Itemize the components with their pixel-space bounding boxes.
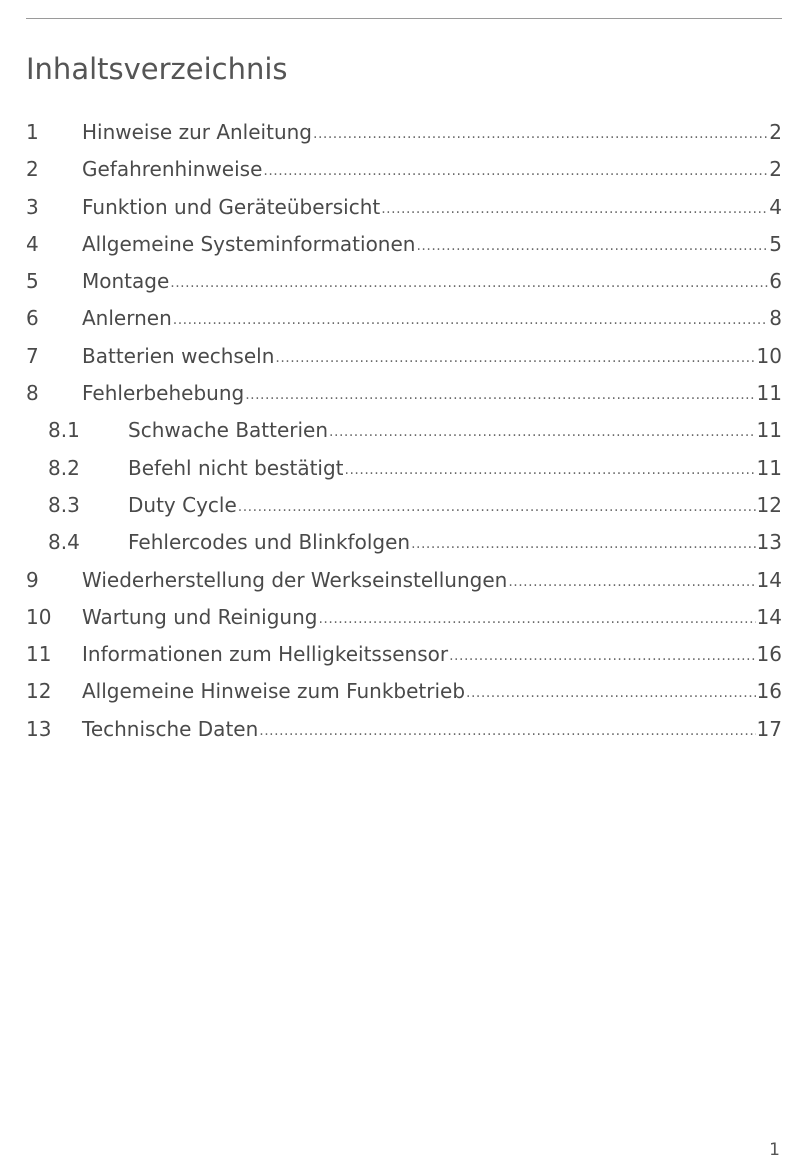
toc-dot-leader [508, 575, 755, 589]
toc-entry[interactable] [26, 338, 782, 375]
toc-entry-title: Schwache Batterien [128, 418, 329, 443]
toc-dot-leader [313, 127, 768, 141]
toc-entry[interactable] [26, 226, 782, 263]
toc-entry-number: 10 [26, 604, 52, 629]
toc-entry-page: 6 [769, 269, 782, 294]
toc-entry[interactable] [26, 673, 782, 710]
toc-entry-title: Montage [82, 269, 170, 294]
toc-entry-number: 5 [26, 269, 39, 294]
toc-entry-title: Funktion und Geräteübersicht [82, 194, 381, 219]
toc-entry-page: 16 [756, 679, 782, 704]
toc-entry-page: 11 [756, 381, 782, 406]
toc-entry-number: 2 [26, 157, 39, 182]
toc-entry-title: Informationen zum Helligkeitssensor [82, 642, 449, 667]
toc-entry-page: 8 [769, 306, 782, 331]
toc-entry-page: 14 [756, 567, 782, 592]
toc-entry-page: 17 [756, 716, 782, 741]
toc-entry-title: Anlernen [82, 306, 172, 331]
toc-dot-leader [263, 164, 768, 178]
toc-subentry[interactable] [26, 412, 782, 449]
toc-entry-page: 2 [769, 157, 782, 182]
toc-entry-title: Wartung und Reinigung [82, 604, 318, 629]
toc-dot-leader [345, 463, 756, 477]
toc-entry-number: 13 [26, 716, 52, 741]
toc-entry[interactable] [26, 300, 782, 337]
toc-entry-number: 4 [26, 231, 39, 256]
toc-entry[interactable] [26, 599, 782, 636]
toc-entry-title: Allgemeine Hinweise zum Funkbetrieb [82, 679, 466, 704]
toc-dot-leader [238, 500, 756, 514]
toc-entry[interactable] [26, 711, 782, 748]
toc-entry-title: Allgemeine Systeminformationen [82, 231, 416, 256]
toc-entry[interactable] [26, 263, 782, 300]
toc-entry-page: 16 [756, 642, 782, 667]
header-rule [26, 18, 782, 19]
toc-dot-leader [259, 724, 755, 738]
toc-dot-leader [329, 425, 756, 439]
page-title: Inhaltsverzeichnis [26, 52, 288, 86]
toc-entry[interactable] [26, 636, 782, 673]
toc-entry[interactable] [26, 375, 782, 412]
toc-entry-title: Hinweise zur Anleitung [82, 120, 312, 144]
toc-dot-leader [173, 313, 769, 327]
toc-entry-title: Technische Daten [82, 716, 259, 741]
toc-entry[interactable] [26, 189, 782, 226]
toc-entry[interactable] [26, 114, 782, 151]
toc-entry-title: Gefahrenhinweise [82, 157, 263, 182]
toc-entry-title: Fehlerbehebung [82, 381, 245, 406]
toc-entry-number: 8.4 [48, 530, 80, 555]
toc-entry-page: 4 [769, 194, 782, 219]
toc-entry-title: Befehl nicht bestätigt [128, 455, 344, 480]
toc-dot-leader [381, 202, 768, 216]
toc-dot-leader [170, 276, 768, 290]
toc-dot-leader [411, 537, 755, 551]
toc-entry-page: 5 [769, 231, 782, 256]
toc-entry-page: 14 [756, 604, 782, 629]
table-of-contents [26, 114, 782, 748]
toc-entry-number: 6 [26, 306, 39, 331]
toc-dot-leader [318, 612, 755, 626]
toc-subentry[interactable] [26, 487, 782, 524]
toc-entry-number: 12 [26, 679, 52, 704]
toc-subentry[interactable] [26, 450, 782, 487]
toc-entry-number: 8.2 [48, 455, 80, 480]
toc-entry-title: Fehlercodes und Blinkfolgen [128, 530, 411, 555]
toc-entry-number: 11 [26, 642, 52, 667]
toc-entry-page: 2 [769, 120, 782, 144]
toc-dot-leader [449, 649, 755, 663]
toc-dot-leader [466, 686, 756, 700]
toc-entry-number: 8.3 [48, 492, 80, 517]
toc-entry[interactable] [26, 151, 782, 188]
toc-subentry[interactable] [26, 524, 782, 561]
toc-entry-page: 12 [756, 492, 782, 517]
toc-entry-page: 11 [756, 455, 782, 480]
toc-entry-number: 8.1 [48, 418, 80, 443]
toc-entry-page: 10 [756, 343, 782, 368]
toc-entry-number: 7 [26, 343, 39, 368]
toc-entry-page: 13 [756, 530, 782, 555]
toc-dot-leader [275, 351, 755, 365]
toc-entry-page: 11 [756, 418, 782, 443]
toc-entry[interactable] [26, 562, 782, 599]
toc-entry-number: 9 [26, 567, 39, 592]
toc-entry-title: Duty Cycle [128, 492, 237, 517]
toc-dot-leader [416, 239, 768, 253]
page-number: 1 [769, 1140, 780, 1160]
toc-dot-leader [245, 388, 755, 402]
toc-entry-number: 3 [26, 194, 39, 219]
toc-entry-number: 1 [26, 120, 39, 144]
toc-entry-title: Batterien wechseln [82, 343, 275, 368]
toc-entry-number: 8 [26, 381, 39, 406]
toc-entry-title: Wiederherstellung der Werkseinstellungen [82, 567, 508, 592]
